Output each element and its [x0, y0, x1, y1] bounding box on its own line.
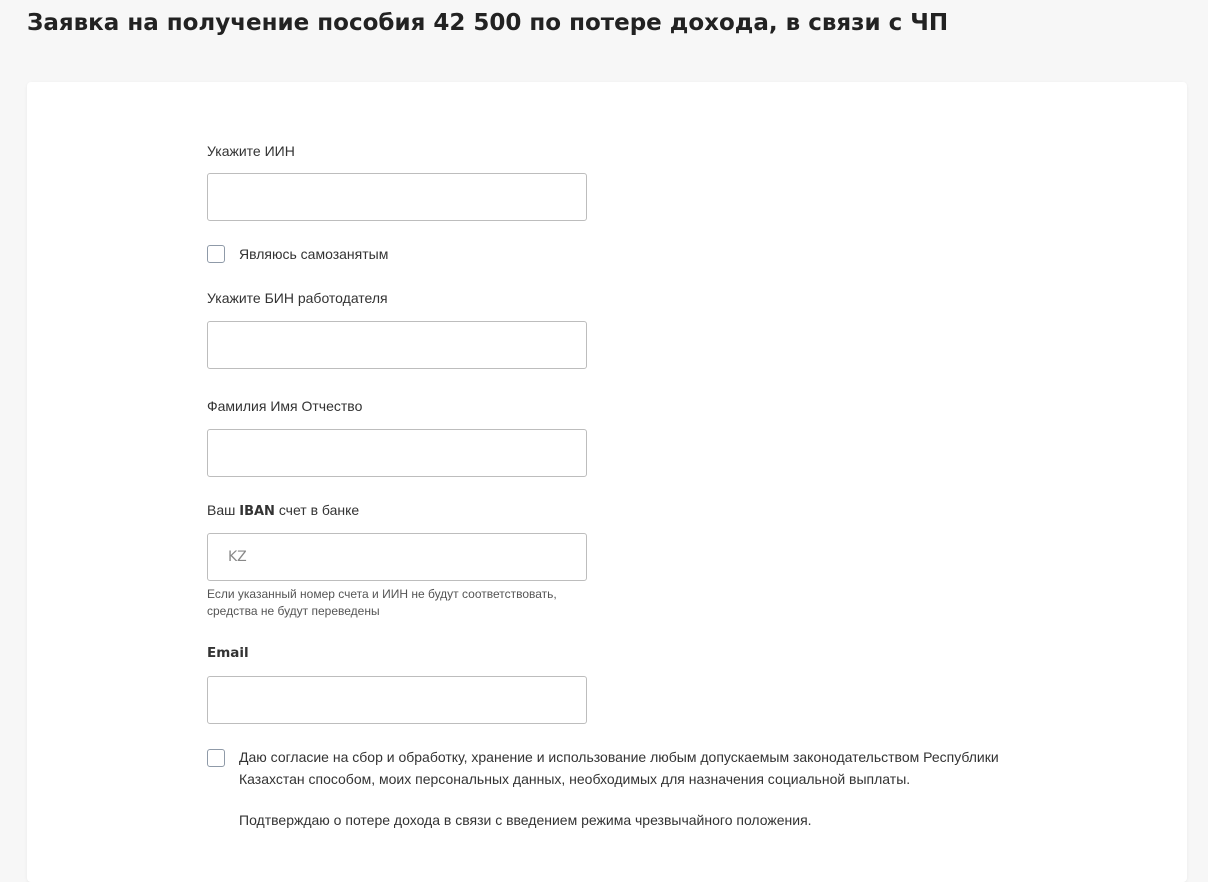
iin-label: Укажите ИИН — [207, 143, 295, 159]
iban-hint — [207, 586, 627, 620]
iban-hint-line2: средства не будут переведены — [207, 604, 380, 618]
consent-text[interactable] — [239, 746, 1029, 790]
application-form-card — [27, 82, 1187, 882]
employer-bin-input[interactable] — [207, 321, 587, 369]
page-title: Заявка на получение пособия 42 500 по потере дохода, в связи с ЧП — [27, 10, 949, 36]
consent-text-line1: Даю согласие на сбор и обработку, хранение и использование любым допускаемым законодательством Республики — [239, 749, 999, 765]
iban-hint-line1: Если указанный номер счета и ИИН не будут соответствовать, — [207, 587, 557, 601]
iin-input[interactable] — [207, 173, 587, 221]
self-employed-checkbox[interactable] — [207, 245, 225, 263]
iban-label-bold: IBAN — [239, 504, 275, 519]
full-name-label: Фамилия Имя Отчество — [207, 398, 363, 414]
income-loss-confirmation: Подтверждаю о потере дохода в связи с введением режима чрезвычайного положения. — [239, 812, 812, 828]
iban-label-suffix: счет в банке — [278, 502, 360, 518]
email-input[interactable] — [207, 676, 587, 724]
email-label: Email — [207, 645, 249, 661]
consent-text-line2: Казахстан способом, моих персональных данных, необходимых для назначения социальной выплаты. — [239, 771, 911, 787]
full-name-input[interactable] — [207, 429, 587, 477]
consent-checkbox[interactable] — [207, 749, 225, 767]
iban-input[interactable] — [207, 533, 587, 581]
iban-label — [207, 501, 359, 521]
employer-bin-label: Укажите БИН работодателя — [207, 290, 388, 306]
iban-label-prefix: Ваш — [207, 502, 236, 518]
self-employed-label[interactable]: Являюсь самозанятым — [239, 246, 389, 262]
